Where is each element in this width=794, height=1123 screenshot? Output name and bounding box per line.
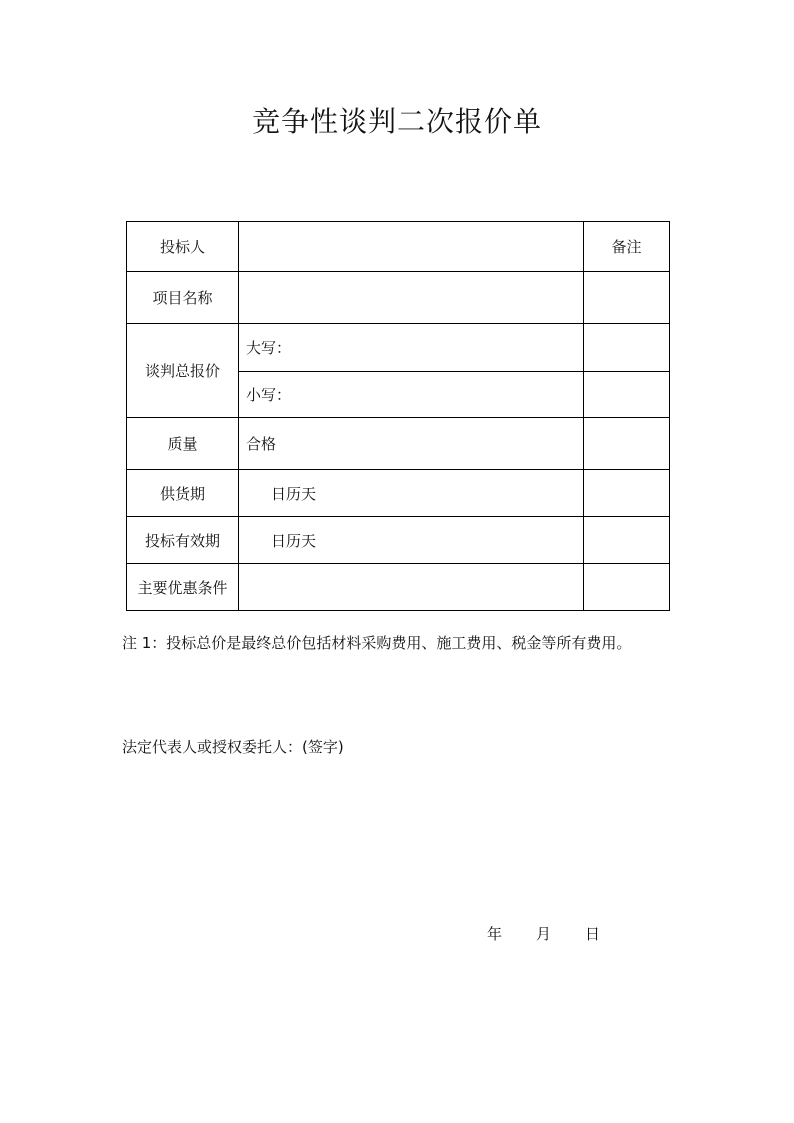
date-month: 月: [536, 925, 552, 943]
validity-label: 投标有效期: [127, 517, 239, 564]
validity-value-cell[interactable]: 日历天: [239, 517, 584, 564]
quality-value-cell[interactable]: 合格: [239, 418, 584, 470]
remarks-cell-project[interactable]: [584, 272, 670, 324]
project-label: 项目名称: [127, 272, 239, 324]
form-title: 竞争性谈判二次报价单: [251, 105, 542, 138]
remarks-cell-quality[interactable]: [584, 418, 670, 470]
date-day: 日: [585, 925, 601, 943]
row-bidder: [127, 222, 670, 272]
remarks-cell-price-upper[interactable]: [584, 324, 670, 372]
remarks-cell-validity[interactable]: [584, 517, 670, 564]
remarks-cell-delivery[interactable]: [584, 470, 670, 517]
quality-label: 质量: [127, 418, 239, 470]
quotation-table: [126, 221, 670, 611]
total-price-label: 谈判总报价: [127, 324, 239, 418]
delivery-label: 供货期: [127, 470, 239, 517]
row-delivery: [127, 470, 670, 517]
signature-label: 法定代表人或授权委托人：(签字): [122, 738, 344, 756]
remarks-header: 备注: [584, 222, 670, 272]
bidder-label: 投标人: [127, 222, 239, 272]
price-lower-cell[interactable]: 小写：: [239, 372, 584, 418]
discount-value-cell[interactable]: [239, 564, 584, 611]
row-quality: [127, 418, 670, 470]
remarks-cell-discount[interactable]: [584, 564, 670, 611]
discount-label: 主要优惠条件: [127, 564, 239, 611]
delivery-value-cell[interactable]: 日历天: [239, 470, 584, 517]
project-value-cell[interactable]: [239, 272, 584, 324]
row-price-upper: [127, 324, 670, 372]
price-note: 注 1：投标总价是最终总价包括材料采购费用、施工费用、税金等所有费用。: [122, 634, 632, 652]
row-discount: [127, 564, 670, 611]
price-upper-cell[interactable]: 大写：: [239, 324, 584, 372]
row-validity: [127, 517, 670, 564]
row-project: [127, 272, 670, 324]
bidder-value-cell[interactable]: [239, 222, 584, 272]
date-year: 年: [487, 925, 503, 943]
remarks-cell-price-lower[interactable]: [584, 372, 670, 418]
